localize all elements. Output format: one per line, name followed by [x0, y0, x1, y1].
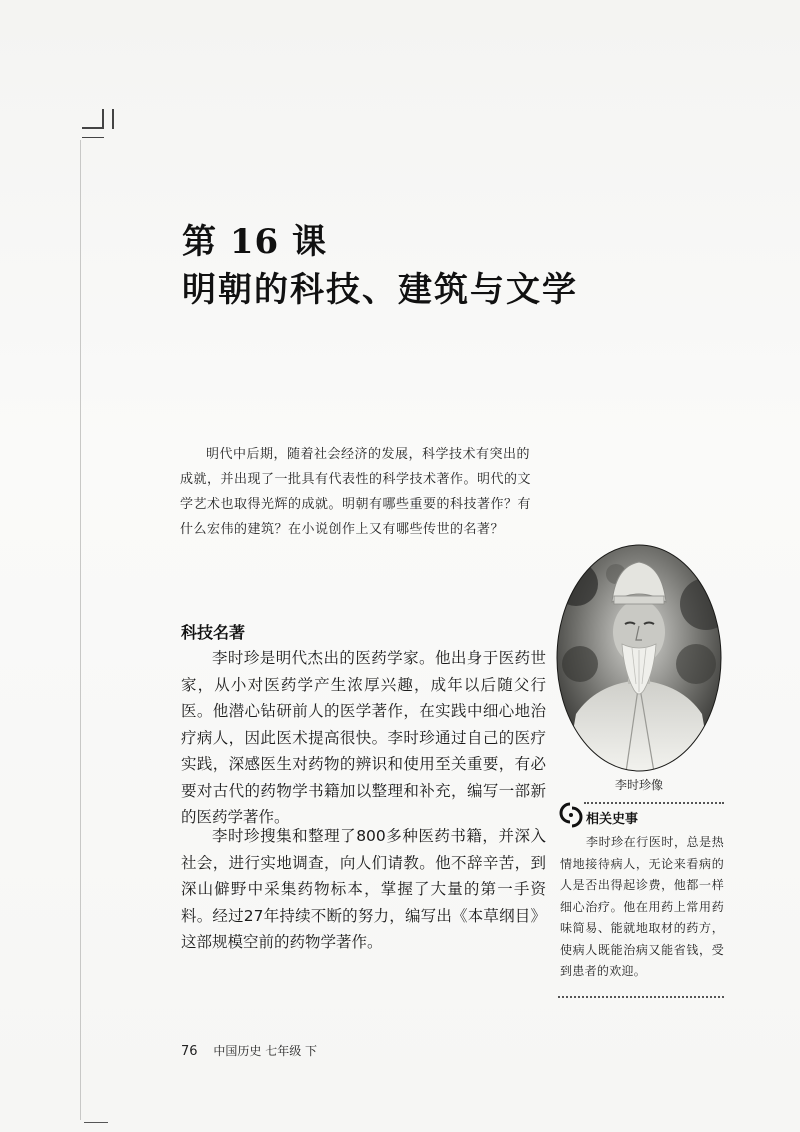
bottom-crop-mark	[84, 1122, 108, 1123]
sidebar-title: 相关史事	[586, 812, 639, 827]
lesson-intro: 明代中后期，随着社会经济的发展，科学技术有突出的成就，并出现了一批具有代表性的科学技术著作。明代的文学艺术也取得光辉的成就。明朝有哪些重要的科技著作？有什么宏伟的建筑？在小说创作上又有哪些传世的名著？	[180, 447, 532, 537]
body-paragraph: 李时珍是明代杰出的医药学家。他出身于医药世家，从小对医药学产生浓厚兴趣，成年以后随父行医。他潜心钻研前人的医学著作，在实践中细心地治疗病人，因此医术提高很快。李时珍通过自己的医疗实践，深感医生对药物的辨识和使用至关重要，有必要对古代的药物学书籍加以整理和补充，编写一部新的医药学著作。	[181, 649, 546, 826]
sidebar-text: 李时珍在行医时，总是热情地接待病人，无论来看病的人是否出得起诊费，他都一样细心治疗。他在用药上常用药味简易、能就地取材的药方，使病人既能治病又能省钱，受到患者的欢迎。	[560, 835, 724, 978]
lesson-number: 第 16 课	[182, 222, 327, 262]
book-title: 中国历史 七年级 下	[213, 1044, 318, 1058]
crop-marks	[82, 105, 142, 145]
sidebar-bottom-border	[558, 996, 724, 998]
page-number: 76	[181, 1044, 198, 1059]
page-footer	[181, 1042, 317, 1059]
section-heading: 科技名著	[181, 623, 246, 642]
portrait-caption: 李时珍像	[614, 778, 663, 792]
sidebar-top-border	[584, 802, 724, 804]
body-paragraph: 李时珍搜集和整理了800多种医药书籍，并深入社会，进行实地调查，向人们请教。他不辞辛苦，到深山僻野中采集药物标本，掌握了大量的第一手资料。经过27年持续不断的努力，编写出《本草纲目》这部规模空前的药物学著作。	[181, 827, 546, 951]
lesson-title: 明朝的科技、建筑与文学	[182, 270, 578, 310]
page-edge-line	[80, 140, 81, 1120]
li-shizhen-portrait	[556, 544, 722, 772]
related-history-icon	[558, 800, 584, 830]
